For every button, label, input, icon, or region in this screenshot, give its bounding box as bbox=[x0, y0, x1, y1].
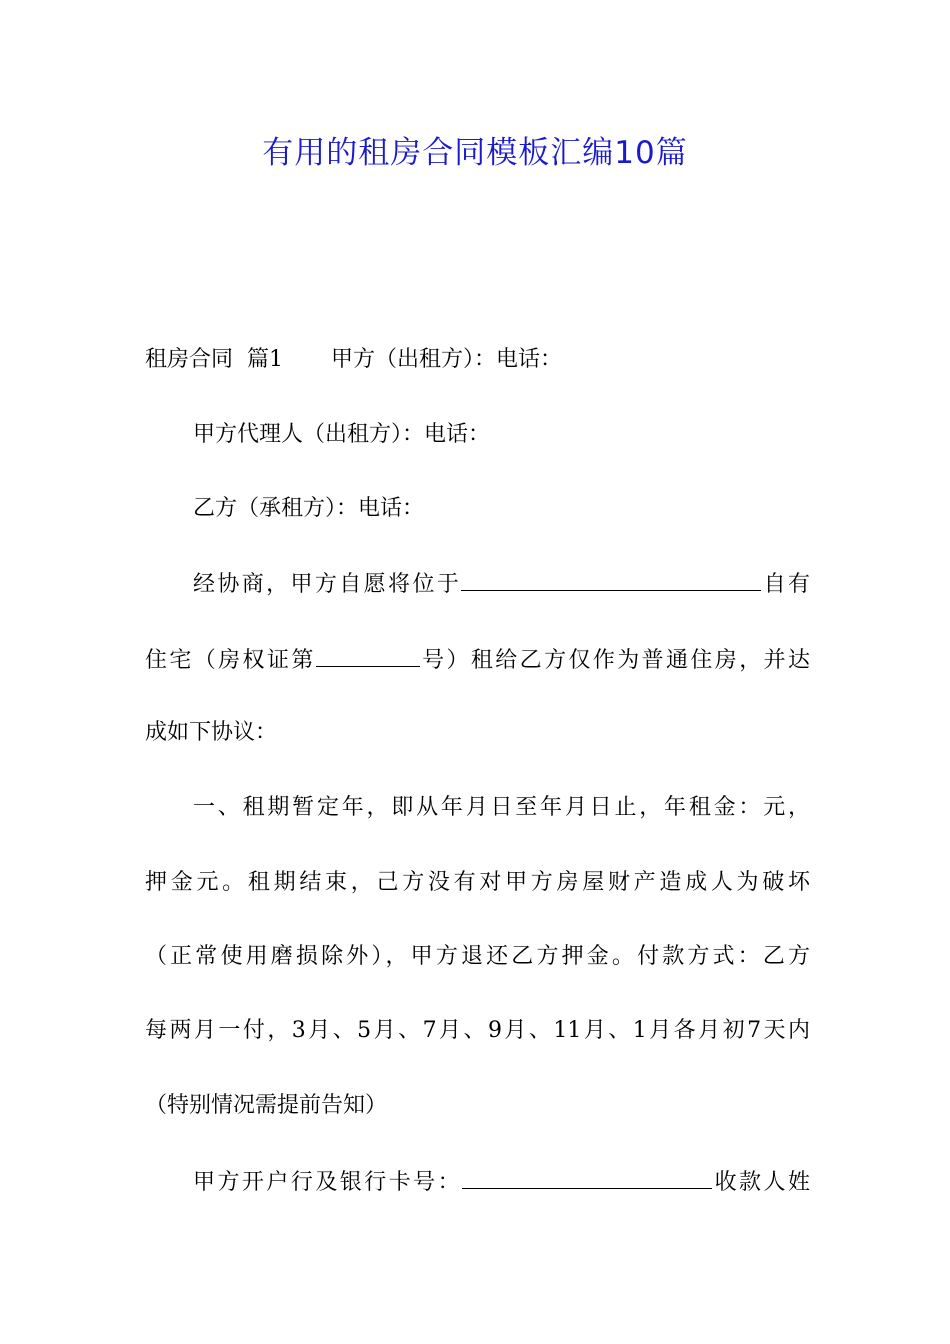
section-heading-line bbox=[145, 345, 810, 375]
para1-line1-end: 自有 bbox=[761, 572, 810, 597]
bank-card-blank bbox=[462, 1166, 712, 1189]
para2-line4: 每两月一付，3月、5月、7月、9月、11月、1月各月初7天内 bbox=[145, 1018, 810, 1043]
section-heading: 租房合同 篇1 bbox=[145, 347, 283, 372]
para1-line1 bbox=[193, 568, 810, 600]
payee-label: 收款人姓 bbox=[712, 1170, 810, 1195]
location-blank bbox=[461, 568, 761, 591]
party-b: 乙方（承租方）：电话： bbox=[193, 496, 425, 521]
para1-line3: 成如下协议： bbox=[145, 720, 278, 745]
para2-line3: （正常使用磨损除外），甲方退还乙方押金。付款方式：乙方 bbox=[145, 944, 810, 969]
party-a: 甲方（出租方）：电话： bbox=[330, 347, 562, 372]
para2-line5: （特别情况需提前告知） bbox=[145, 1093, 388, 1118]
para3-line1 bbox=[193, 1166, 810, 1198]
para1-line2-end: 号）租给乙方仅作为普通住房，并达 bbox=[419, 648, 810, 673]
bank-label: 甲方开户行及银行卡号： bbox=[193, 1170, 463, 1195]
para1-line2-text: 住宅（房权证第 bbox=[145, 648, 316, 673]
para1-line1-text: 经协商，甲方自愿将位于 bbox=[193, 572, 462, 597]
document-title: 有用的租房合同模板汇编10篇 bbox=[262, 135, 688, 171]
para2-line1: 一、租期暂定年，即从年月日至年月日止，年租金：元， bbox=[193, 795, 810, 820]
para1-line2 bbox=[145, 644, 810, 676]
para2-line2: 押金元。租期结束，己方没有对甲方房屋财产造成人为破坏 bbox=[145, 870, 810, 895]
party-a-agent: 甲方代理人（出租方）：电话： bbox=[193, 422, 491, 447]
certificate-number-blank bbox=[316, 644, 420, 667]
